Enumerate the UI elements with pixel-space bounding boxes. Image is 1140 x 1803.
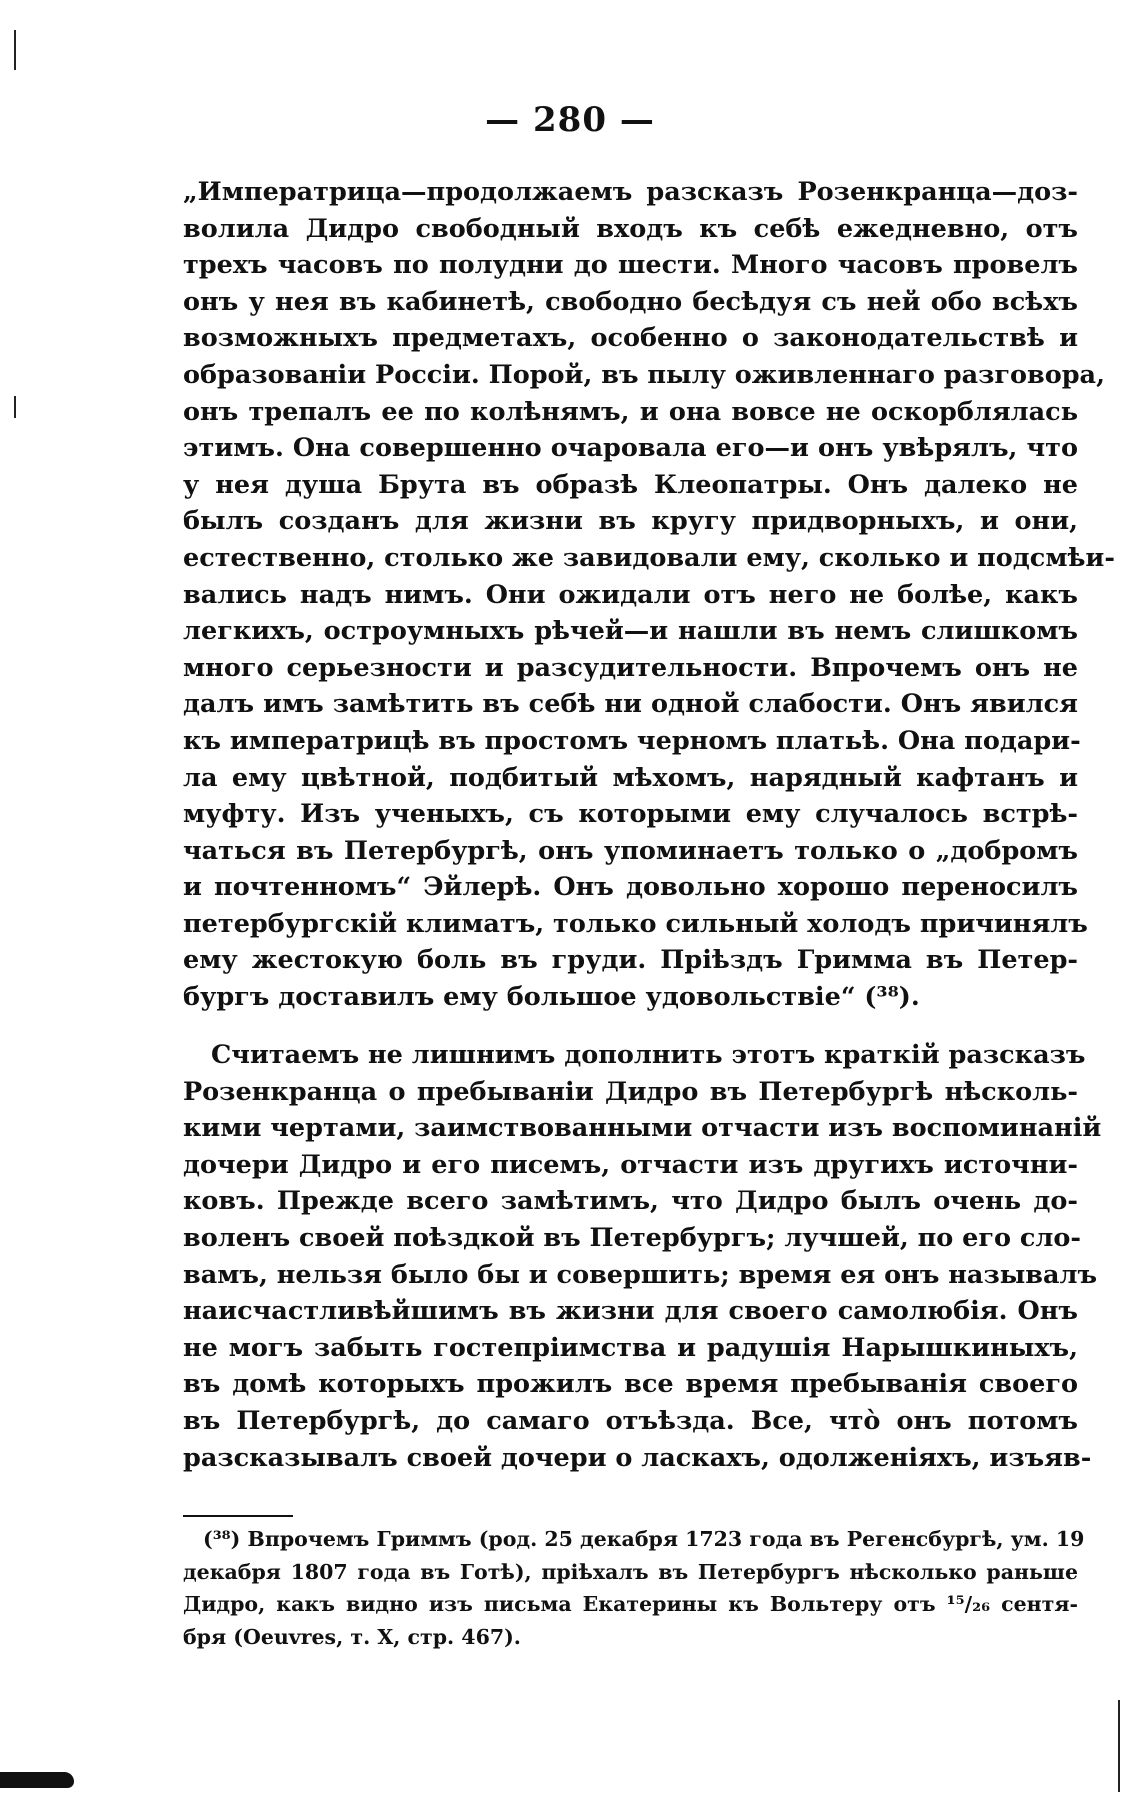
paragraph-2-line: ковъ. Прежде всего замѣтимъ, что Дидро былъ очень до- [183,1186,1078,1217]
paragraph-2 [183,1037,1102,1476]
scan-corner-blot [0,1772,74,1788]
paragraph-1-line: трехъ часовъ по полудни до шести. Много часовъ провелъ [183,250,1078,281]
paragraph-1-line: у нея душа Брута въ образѣ Клеопатры. Онъ далеко не [183,469,1078,500]
paragraph-1-line: онъ трепалъ ее по колѣнямъ, и она вовсе не оскорблялась [183,396,1078,427]
paragraph-2-line: въ Петербургѣ, до самаго отъѣзда. Все, что̀ онъ потомъ [183,1405,1078,1436]
footnote-line: Дидро, какъ видно изъ письма Екатерины къ Вольтеру отъ ¹⁵/₂₆ сентя- [183,1592,1078,1616]
paragraph-1-line: естественно, столько же завидовали ему, сколько и подсмѣи- [183,542,1115,573]
paragraph-2-line: кими чертами, заимствованными отчасти изъ воспоминаній [183,1113,1102,1144]
paragraph-2-line: наисчастливѣйшимъ въ жизни для своего самолюбія. Онъ [183,1296,1078,1327]
paragraph-2-line: не могъ забыть гостепріимства и радушія Нарышкиныхъ, [183,1332,1078,1363]
paragraph-2-line: вамъ, нельзя было бы и совершить; время ея онъ называлъ [183,1259,1098,1290]
paragraph-1-line: „Императрица—продолжаемъ разсказъ Розенкранца—доз- [183,177,1078,207]
scan-edge-mark [14,396,16,418]
paragraph-2-line: разсказывалъ своей дочери о ласкахъ, одолженіяхъ, изъяв- [183,1442,1092,1473]
paragraph-1-line: муфту. Изъ ученыхъ, съ которыми ему случалось встрѣ- [183,799,1078,830]
footnote [183,1523,1085,1653]
paragraph-1 [183,174,1115,1016]
footnote-line: бря (Oeuvres, т. X, стр. 467). [183,1624,521,1649]
paragraph-1-line: ему жестокую боль въ груди. Пріѣздъ Гримма въ Петер- [183,945,1078,976]
paragraph-1-line: петербургскій климатъ, только сильный холодъ причинялъ [183,908,1088,939]
paragraph-1-line: онъ у нея въ кабинетѣ, свободно бесѣдуя съ ней обо всѣхъ [183,286,1078,317]
paragraph-1-line: вались надъ нимъ. Они ожидали отъ него не болѣе, какъ [183,579,1078,610]
paragraph-1-line: чаться въ Петербургѣ, онъ упоминаетъ только о „добромъ [183,835,1078,866]
paragraph-2-line: дочери Дидро и его писемъ, отчасти изъ другихъ источни- [183,1149,1078,1180]
paragraph-2-line: въ домѣ которыхъ прожилъ все время пребыванія своего [183,1369,1078,1400]
paragraph-2-line: Считаемъ не лишнимъ дополнить этотъ краткій разсказъ [211,1040,1086,1070]
paragraph-1-line: образованіи Россіи. Порой, въ пылу оживленнаго разговора, [183,359,1105,390]
paragraph-1-line: былъ созданъ для жизни въ кругу придворныхъ, и они, [183,506,1078,537]
paragraph-2-line: Розенкранца о пребываніи Дидро въ Петербургѣ нѣсколь- [183,1076,1078,1107]
paragraph-1-line: много серьезности и разсудительности. Впрочемъ онъ не [183,652,1078,683]
paragraph-1-line: и почтенномъ“ Эйлерѣ. Онъ довольно хорошо переносилъ [183,872,1078,903]
paragraph-1-line: бургъ доставилъ ему большое удовольствіе“ (³⁸). [183,982,920,1013]
paragraph-1-line: къ императрицѣ въ простомъ черномъ платьѣ. Она подари- [183,725,1081,756]
scan-edge-mark [1118,1700,1120,1792]
paragraph-1-line: далъ имъ замѣтить въ себѣ ни одной слабости. Онъ явился [183,689,1078,720]
footnote-line: (³⁸) Впрочемъ Гриммъ (род. 25 декабря 1723 года въ Регенсбургѣ, ум. 19 [203,1527,1085,1551]
paragraph-1-line: легкихъ, остроумныхъ рѣчей—и нашли въ немъ слишкомъ [183,616,1078,647]
scan-edge-mark [14,30,16,70]
paragraph-1-line: этимъ. Она совершенно очаровала его—и онъ увѣрялъ, что [183,433,1078,464]
paragraph-1-line: ла ему цвѣтной, подбитый мѣхомъ, нарядный кафтанъ и [183,762,1078,793]
paragraph-2-line: воленъ своей поѣздкой въ Петербургъ; лучшей, по его сло- [183,1222,1081,1253]
paragraph-1-line: волила Дидро свободный входъ къ себѣ ежедневно, отъ [183,213,1078,244]
paragraph-1-line: возможныхъ предметахъ, особенно о законодательствѣ и [183,323,1078,354]
page-number: — 280 — [485,100,655,140]
footnote-rule [183,1515,293,1517]
footnote-line: декабря 1807 года въ Готѣ), пріѣхалъ въ Петербургъ нѣсколько раньше [183,1559,1078,1584]
